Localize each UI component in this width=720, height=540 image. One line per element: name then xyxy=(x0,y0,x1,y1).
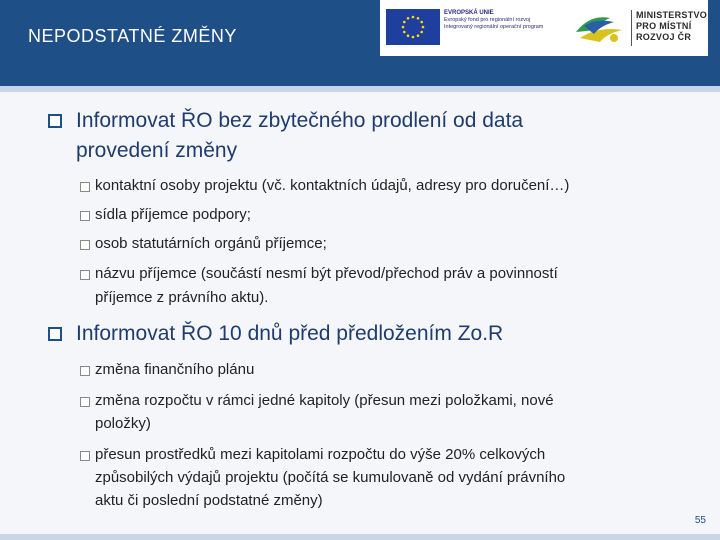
list-item: přesun prostředků mezi kapitolami rozpočtu do výše 20% celkových xyxy=(95,446,546,463)
list-item-continuation: příjemce z právního aktu). xyxy=(95,289,269,306)
section-title: Informovat ŘO 10 dnů před předložením Zo.R xyxy=(76,322,504,345)
section-bullet-icon xyxy=(48,114,62,128)
list-bullet-icon xyxy=(80,451,90,461)
list-item: osob statutárních orgánů příjemce; xyxy=(95,235,327,252)
list-bullet-icon xyxy=(80,366,90,376)
list-item-continuation: položky) xyxy=(95,415,151,432)
list-item: změna finančního plánu xyxy=(95,361,255,378)
ministry-logo-line: ROZVOJ ČR xyxy=(636,32,692,42)
list-item-continuation: aktu či poslední podstatné změny) xyxy=(95,492,323,509)
list-item: kontaktní osoby projektu (vč. kontaktních údajů, adresy pro doručení…) xyxy=(95,177,570,194)
page-title: NEPODSTATNÉ ZMĚNY xyxy=(28,26,237,46)
list-bullet-icon xyxy=(80,240,90,250)
list-bullet-icon xyxy=(80,211,90,221)
eu-logo-line: Integrovaný regionální operační program xyxy=(444,24,544,30)
eu-logo-line: EVROPSKÁ UNIE xyxy=(444,10,494,16)
list-bullet-icon xyxy=(80,270,90,280)
ministry-logo-line: MINISTERSTVO xyxy=(636,10,708,20)
section-title-continuation: provedení změny xyxy=(76,139,238,162)
footer-strip xyxy=(0,534,720,540)
ministry-logo-line: PRO MÍSTNÍ xyxy=(636,21,692,31)
section-bullet-icon xyxy=(48,327,62,341)
section-title: Informovat ŘO bez zbytečného prodlení od data xyxy=(76,109,524,132)
eu-logo-line: Evropský fond pro regionální rozvoj xyxy=(444,17,531,23)
list-item: sídla příjemce podpory; xyxy=(95,206,251,223)
list-item: názvu příjemce (součástí nesmí být převod/přechod práv a povinností xyxy=(95,265,558,282)
list-item: změna rozpočtu v rámci jedné kapitoly (přesun mezi položkami, nové xyxy=(95,392,554,409)
list-bullet-icon xyxy=(80,182,90,192)
list-item-continuation: způsobilých výdajů projektu (počítá se kumulovaně od vydání právního xyxy=(95,469,566,486)
page-number: 55 xyxy=(694,515,706,526)
list-bullet-icon xyxy=(80,397,90,407)
